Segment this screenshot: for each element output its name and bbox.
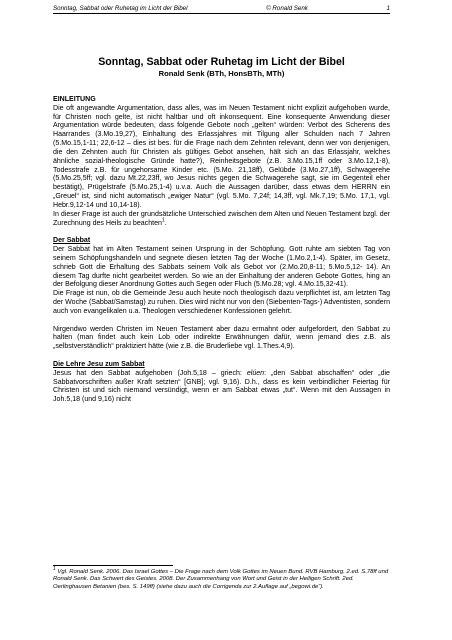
footnote-ref[interactable]: 1 [161,217,165,224]
section-heading-einleitung: EINLEITUNG [53,96,96,103]
document-body [53,96,390,405]
footnote-number: 1 [53,566,56,573]
document-title: Sonntag, Sabbat oder Ruhetag im Licht der Bibel [98,56,345,68]
greek-term: elúen [246,369,265,377]
document-author: Ronald Senk (BTh, HonsBTh, MTh) [158,69,285,78]
copyright: © Ronald Senk [266,5,308,12]
page-number: 1 [386,5,390,12]
section-heading-lehre-jesu: Die Lehre Jesu zum Sabbat [53,360,145,368]
running-header [53,5,390,14]
section-heading-sabbat: Der Sabbat [53,237,91,245]
running-title: Sonntag, Sabbat oder Ruhetag im Licht der Bibel [53,5,188,12]
footnote-divider [53,565,173,566]
paragraph [53,370,390,405]
paragraph: Nirgendwo werden Christen im Neuen Testament aber dazu ermahnt oder aufgefordert, den Sabbat zu halten (man findet auch kein Lob oder indirekte Erwähnungen dafür, wenn jemand dies z.B. als „selbstverständlich“ praktiziert hätte (wie z.B. die Bruderliebe vgl. 1.Thes.4,9). [53,325,390,351]
paragraph-text: Jesus hat den Sabbat aufgehoben (Joh.5,18 – griech: [53,369,247,377]
paragraph: Die Frage ist nun, ob die Gemeinde Jesu auch heute noch theologisch dazu verpflichtet ist, am letzten Tag der Woche (Sabbat/Samstag) zu ruhen. Dies wird nicht nur von den (Siebenten-Tags-) Adventisten, sondern auch von evangelikalen u.a. Theologen verschiedener Konfessionen gelehrt. [53,290,390,315]
paragraph: Die oft angewandte Argumentation, dass alles, was im Neuen Testament nicht explizit aufgehoben wurde, für Christen noch gelte, ist nicht haltbar und oft inkonsequent. Eine konsequente Anwendung dieser Argumentation würde bedeuten, dass folgende Gebote noch „gelten“ würden: Verbot des Scherens des Haarrandes (3.Mo.19,27), Einhaltung des Erlassjahres mit Tilgung aller Schulden nach 7 Jahren (5.Mo.15,1-11; 22,6-12 – dies ist bes. für die Frage nach dem Zehnten relevant, denn wer von denjenigen, die den Zehnten auch für Christen als gültiges Gebot ansehen, hält sich an das Erlassjahr, welches ähnliche sozial-theologische Gründe hatte?), Reinheitsgebote (z.B. 3.Mo.15,1ff oder 3.Mo.12,1-8), Todesstrafe z.B. für ungehorsame Kinder etc. (5.Mo. 21,18ff), Gelübde (3.Mo.27,1ff), Schwagerehe (5.Mo.25,5ff; vgl. dazu Mt.22,23ff, wo Jesus nichts gegen die Schwagerehe sagt, sie im Gegenteil eher bestätigt), Prügelstrafe (5.Mo.25,1-4) u.v.a. Auch die Aussagen darüber, dass etwas dem HERRN ein „Greuel“ ist, sind nicht automatisch „ewiger Natur“ (vgl. 5.Mo. 7,24f; 14,3ff, vgl. Mk.7,19; 5.Mo. 17,1, vgl. Hebr.9,12-14 und 10,14-18). [53,104,390,209]
paragraph-text: In dieser Frage ist auch der grundsätzliche Unterschied zwischen dem Alten und Neuen Testament bzgl. der Zurechnung des Heils zu beachten [53,210,390,227]
paragraph-text: : „den Sabbat abschaffen“ oder „die Sabbatvorschriften außer Kraft setzten“ [GNB]; vgl. 9,16). D.h., dass es kein verbindlicher Feiertag für Christen ist und sich niemand versündigt, wenn er am Sabbat etwas „tut“. Wenn mit den Aussagen in Joh.5,18 (und 9,16) nicht [53,369,390,404]
paragraph: Der Sabbat hat im Alten Testament seinen Ursprung in der Schöpfung. Gott ruhte am siebten Tag von seinem Schöpfungshandeln und segnete diesen letzten Tag der Woche (1.Mo.2,1-4). Später, im Gesetz, schrieb Gott die Erhaltung des Sabbats seinem Volk als Gebot vor (2.Mo.20,8-11; 5.Mo.5,12- 14). An diesem Tag durfte nicht gearbeitet werden. So wie an der Einhaltung der anderen Gebote Gottes, hing an der Befolgung dieser Anordnung Gottes auch Segen oder Fluch (5.Mo.28; vgl. 4.Mo.15,32-41). [53,246,390,289]
footnote [53,566,390,591]
footnote-text: Vgl. Ronald Senk. 2006. Das Israel Gottes – Die Frage nach dem Volk Gottes im Neuen Bund. RVB Hamburg. 2.ed. S.78ff und Ronald Senk. Das Schwert des Geistes. 2008. Der Zusammenhang von Wort und Geist in der Heiligen Schrift. 2ed. Oerlinghausen Betanien (bes. S. 149ff) (siehe dazu auch die Corrigenda zur 2.Auflage auf „begowi.de“). [53,569,389,590]
paragraph: In dieser Frage ist auch der grundsätzliche Unterschied zwischen dem Alten und Neuen Testament bzgl. der Zurechnung des Heils zu beachten$^1$. [53,210,390,227]
